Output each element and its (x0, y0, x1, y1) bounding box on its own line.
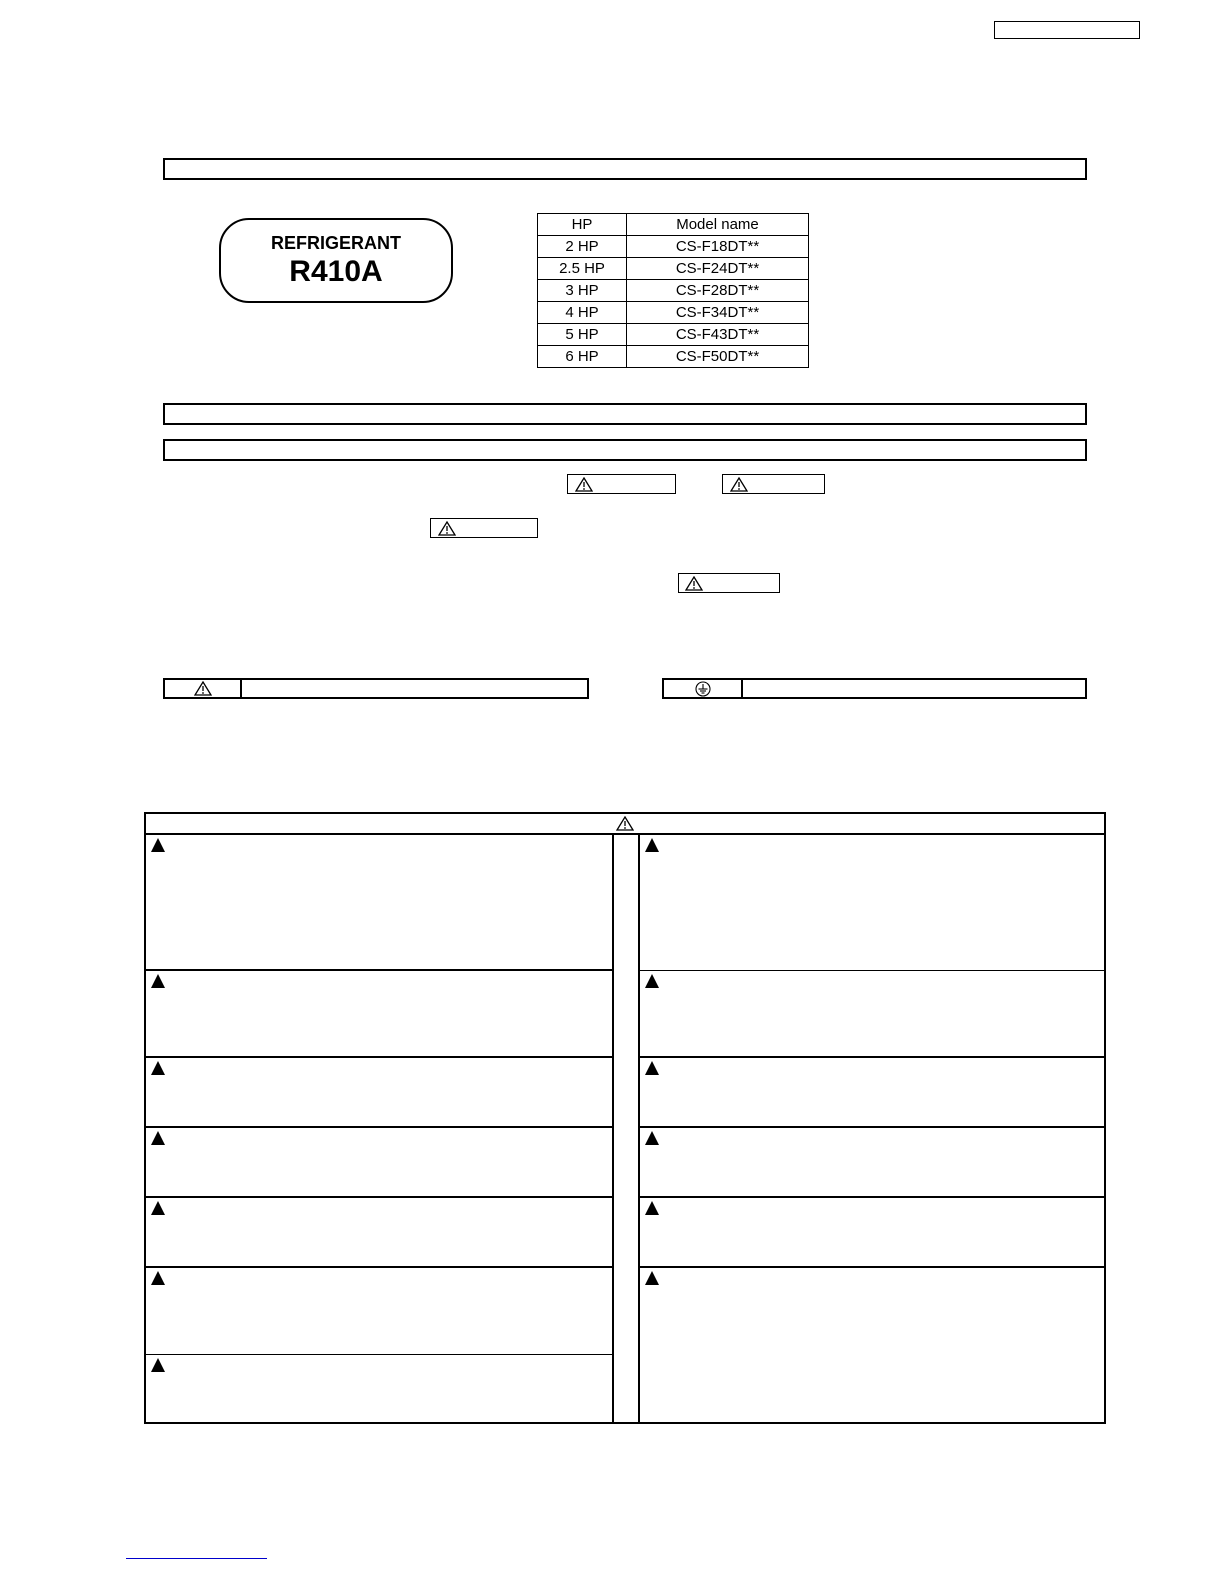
table-cell-hp: 6 HP (538, 346, 627, 368)
table-cell-model: CS-F24DT** (627, 258, 809, 280)
section-bar-safety (163, 403, 1087, 425)
refrigerant-label-type: R410A (289, 254, 383, 288)
table-cell-model: CS-F50DT** (627, 346, 809, 368)
table-cell-model: CS-F18DT** (627, 236, 809, 258)
filled-triangle-icon (151, 838, 165, 852)
table-row (538, 302, 809, 324)
filled-triangle-icon (151, 1358, 165, 1372)
table-cell-hp: 5 HP (538, 324, 627, 346)
table-cell-hp: 2 HP (538, 236, 627, 258)
warning-item (146, 1128, 612, 1198)
table-cell-hp: 3 HP (538, 280, 627, 302)
column-divider (612, 833, 614, 1422)
filled-triangle-icon (645, 1061, 659, 1075)
table-cell-model: CS-F28DT** (627, 280, 809, 302)
page-header-box (994, 21, 1140, 39)
table-cell-hp: 4 HP (538, 302, 627, 324)
warning-table-header (146, 814, 1104, 835)
table-row (538, 236, 809, 258)
table-row (538, 258, 809, 280)
warning-item (146, 971, 612, 1058)
table-cell-model: CS-F34DT** (627, 302, 809, 324)
symbol-box-ground (662, 678, 1087, 699)
filled-triangle-icon (645, 1131, 659, 1145)
warning-item (146, 835, 612, 971)
warning-item (640, 1198, 1104, 1268)
table-row (538, 324, 809, 346)
warning-item (146, 1355, 612, 1422)
filled-triangle-icon (645, 1271, 659, 1285)
warning-tag-1 (567, 474, 676, 494)
table-row (538, 346, 809, 368)
section-bar-refrigerant (163, 158, 1087, 180)
filled-triangle-icon (645, 974, 659, 988)
warning-tag-4 (678, 573, 780, 593)
symbol-box-warning (163, 678, 589, 699)
table-cell-hp: 2.5 HP (538, 258, 627, 280)
warning-triangle-icon (685, 576, 703, 591)
table-header-hp: HP (538, 214, 627, 236)
filled-triangle-icon (151, 974, 165, 988)
warning-triangle-icon (616, 816, 634, 831)
filled-triangle-icon (151, 1061, 165, 1075)
filled-triangle-icon (151, 1131, 165, 1145)
filled-triangle-icon (151, 1201, 165, 1215)
refrigerant-label-title: REFRIGERANT (271, 232, 401, 253)
section-bar-precautions (163, 439, 1087, 461)
footer-link-line[interactable] (126, 1558, 267, 1559)
ground-symbol-icon (694, 681, 712, 697)
warning-item (640, 971, 1104, 1058)
warning-triangle-icon (730, 477, 748, 492)
filled-triangle-icon (151, 1271, 165, 1285)
refrigerant-label (219, 218, 453, 303)
warning-item (640, 835, 1104, 971)
warning-item (640, 1058, 1104, 1128)
warning-triangle-icon (438, 521, 456, 536)
filled-triangle-icon (645, 1201, 659, 1215)
table-header-row (538, 214, 809, 236)
table-header-model: Model name (627, 214, 809, 236)
warning-item (146, 1198, 612, 1268)
warning-item (640, 1128, 1104, 1198)
warning-triangle-icon (575, 477, 593, 492)
warning-table (144, 812, 1106, 1424)
model-table (537, 213, 809, 368)
symbol-cell (664, 680, 743, 697)
table-cell-model: CS-F43DT** (627, 324, 809, 346)
warning-tag-2 (722, 474, 825, 494)
warning-item (146, 1058, 612, 1128)
table-row (538, 280, 809, 302)
symbol-cell (165, 680, 242, 697)
warning-item (146, 1268, 612, 1355)
warning-triangle-icon (194, 681, 212, 696)
warning-tag-3 (430, 518, 538, 538)
warning-item (640, 1268, 1104, 1422)
filled-triangle-icon (645, 838, 659, 852)
